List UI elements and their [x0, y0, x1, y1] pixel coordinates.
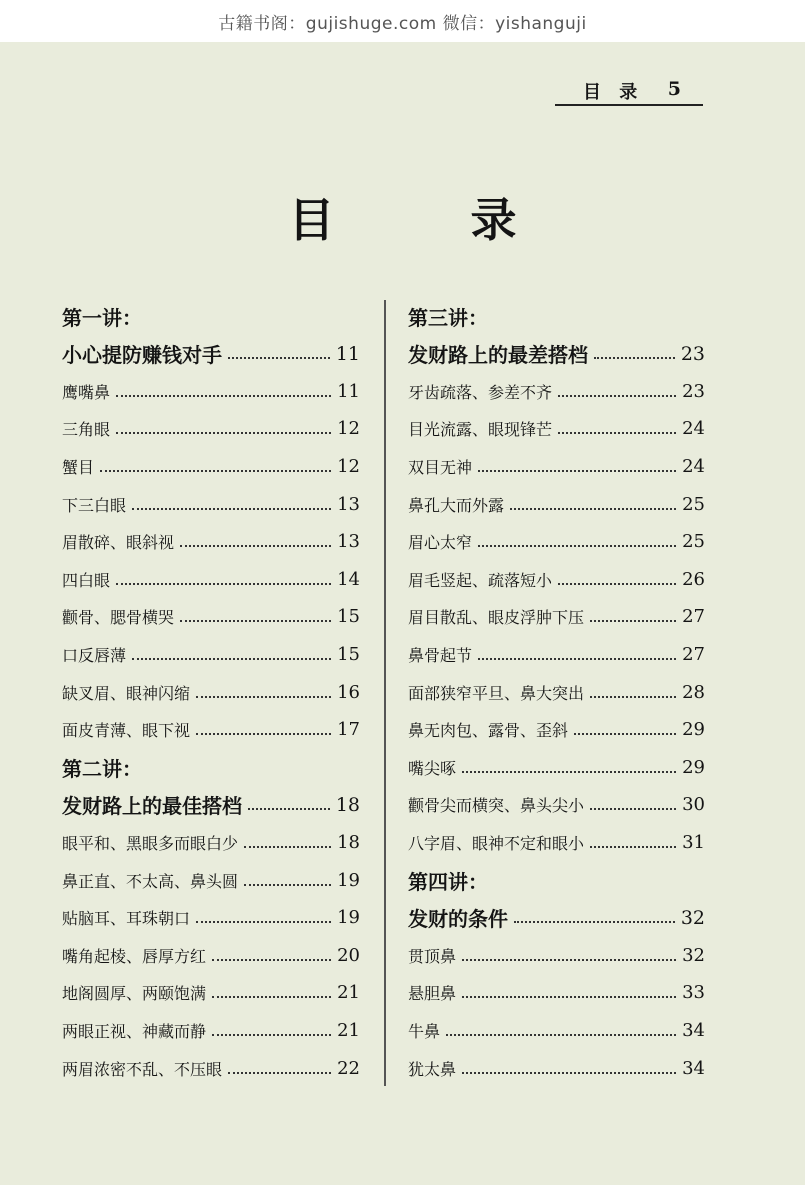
dot-leader — [212, 995, 331, 998]
toc-entry — [62, 939, 360, 971]
toc-lecture — [62, 300, 360, 332]
toc-entry-text: 四白眼 — [62, 570, 111, 590]
toc-page-number: 13 — [337, 531, 360, 553]
dot-leader — [478, 657, 676, 660]
toc-entry-text: 蟹目 — [62, 457, 95, 477]
running-head — [555, 78, 703, 106]
toc-entry — [408, 789, 705, 821]
toc-entry — [62, 488, 360, 520]
toc-page-number: 21 — [337, 982, 360, 1004]
toc-page-number: 32 — [682, 944, 705, 966]
dot-leader — [594, 356, 675, 359]
toc-page-number: 15 — [337, 606, 360, 628]
toc-section — [62, 789, 360, 821]
toc-entry — [62, 676, 360, 708]
toc-entry — [62, 1052, 360, 1084]
toc-entry-text: 犹太鼻 — [408, 1059, 457, 1079]
running-head-title: 目 录 — [583, 82, 644, 103]
toc-entry-text: 鼻孔大而外露 — [408, 495, 505, 515]
dot-leader — [212, 958, 331, 961]
toc-entry — [62, 902, 360, 934]
dot-leader — [212, 1033, 331, 1036]
dot-leader — [196, 695, 331, 698]
toc-entry — [62, 826, 360, 858]
running-head-page-number: 5 — [667, 78, 681, 100]
toc-page-number: 29 — [682, 756, 705, 778]
dot-leader — [132, 507, 331, 510]
toc-page-number: 25 — [682, 531, 705, 553]
dot-leader — [248, 807, 330, 810]
toc-page-number: 11 — [337, 380, 360, 402]
toc-entry-text: 嘴角起棱、唇厚方红 — [62, 946, 207, 966]
dot-leader — [116, 582, 331, 585]
toc-page-number: 19 — [337, 907, 360, 929]
page-title: 目 录 — [288, 193, 577, 247]
toc-page-number: 25 — [682, 493, 705, 515]
toc-entry — [408, 977, 705, 1009]
toc-entry-text: 贯顶鼻 — [408, 946, 457, 966]
toc-entry — [408, 751, 705, 783]
toc-entry — [62, 450, 360, 482]
toc-page-number: 34 — [682, 1019, 705, 1041]
toc-lecture-text: 第四讲： — [408, 869, 488, 894]
toc-entry-text: 眉散碎、眼斜视 — [62, 533, 175, 553]
dot-leader — [462, 1071, 676, 1074]
toc-entry — [62, 1014, 360, 1046]
toc-section-text: 发财路上的最佳搭档 — [62, 794, 242, 819]
toc-entry-text: 眉目散乱、眼皮浮肿下压 — [408, 608, 585, 628]
dot-leader — [100, 469, 331, 472]
toc-entry-text: 眼平和、黑眼多而眼白少 — [62, 833, 239, 853]
toc-entry-text: 悬胆鼻 — [408, 984, 457, 1004]
toc-entry — [408, 413, 705, 445]
toc-entry — [408, 601, 705, 633]
toc-entry-text: 颧骨尖而横突、鼻头尖小 — [408, 796, 585, 816]
toc-entry-text: 鹰嘴鼻 — [62, 382, 111, 402]
toc-entry — [408, 375, 705, 407]
toc-section-text: 发财的条件 — [408, 907, 508, 932]
watermark-text: 古籍书阁：gujishuge.com 微信：yishanguji — [218, 14, 587, 34]
toc-page-number: 32 — [680, 906, 705, 929]
toc-entry-text: 缺叉眉、眼神闪缩 — [62, 683, 191, 703]
dot-leader — [228, 356, 330, 359]
toc-entry-text: 目光流露、眼现锋芒 — [408, 420, 553, 440]
toc-page-number: 21 — [337, 1019, 360, 1041]
toc-lecture-text: 第二讲： — [62, 756, 142, 781]
toc-entry — [408, 676, 705, 708]
toc-page-number: 27 — [682, 606, 705, 628]
dot-leader — [510, 507, 676, 510]
toc-entry-text: 鼻骨起节 — [408, 645, 473, 665]
dot-leader — [574, 732, 676, 735]
dot-leader — [132, 657, 331, 660]
toc-section — [62, 338, 360, 370]
toc-entry-text: 口反唇薄 — [62, 645, 127, 665]
toc-entry — [408, 714, 705, 746]
toc-entry — [62, 864, 360, 896]
toc-page-number: 15 — [337, 643, 360, 665]
dot-leader — [462, 770, 676, 773]
toc-entry-text: 面皮青薄、眼下视 — [62, 721, 191, 741]
toc-page-number: 18 — [337, 831, 360, 853]
toc-page-number: 29 — [682, 719, 705, 741]
toc-page-number: 24 — [682, 418, 705, 440]
toc-entry — [408, 1052, 705, 1084]
toc-lecture — [62, 751, 360, 783]
toc-entry — [408, 826, 705, 858]
dot-leader — [196, 920, 331, 923]
toc-entry-text: 鼻正直、不太高、鼻头圆 — [62, 871, 239, 891]
dot-leader — [116, 394, 331, 397]
toc-page-number: 34 — [682, 1057, 705, 1079]
toc-page-number: 33 — [682, 982, 705, 1004]
dot-leader — [244, 845, 331, 848]
toc-page-number: 23 — [682, 380, 705, 402]
dot-leader — [196, 732, 331, 735]
toc-entry-text: 下三白眼 — [62, 495, 127, 515]
toc-page-number: 28 — [682, 681, 705, 703]
toc-page-number: 12 — [337, 455, 360, 477]
toc-page-number: 20 — [337, 944, 360, 966]
toc-entry-text: 眉毛竖起、疏落短小 — [408, 570, 553, 590]
toc-page-number: 23 — [680, 342, 705, 365]
dot-leader — [244, 883, 331, 886]
toc-entry — [408, 638, 705, 670]
toc-entry-text: 双目无神 — [408, 457, 473, 477]
dot-leader — [180, 544, 331, 547]
dot-leader — [180, 619, 331, 622]
toc-entry-text: 两眼正视、神藏而静 — [62, 1021, 207, 1041]
toc-entry — [62, 977, 360, 1009]
toc-entry — [62, 526, 360, 558]
toc-entry-text: 地阁圆厚、两颐饱满 — [62, 984, 207, 1004]
toc-page-number: 26 — [682, 568, 705, 590]
toc-entry-text: 鼻无肉包、露骨、歪斜 — [408, 721, 569, 741]
toc-entry-text: 八字眉、眼神不定和眼小 — [408, 833, 585, 853]
toc-entry — [62, 413, 360, 445]
toc-entry-text: 牛鼻 — [408, 1021, 441, 1041]
toc-section-text: 发财路上的最差搭档 — [408, 343, 588, 368]
toc-entry — [62, 714, 360, 746]
toc-entry — [62, 601, 360, 633]
toc-section — [408, 338, 705, 370]
toc-page-number: 16 — [337, 681, 360, 703]
watermark-bar — [0, 0, 805, 42]
toc-page-number: 19 — [337, 869, 360, 891]
toc-page-number: 13 — [337, 493, 360, 515]
dot-leader — [228, 1071, 331, 1074]
toc-entry-text: 面部狭窄平旦、鼻大突出 — [408, 683, 585, 703]
toc-entry-text: 眉心太窄 — [408, 533, 473, 553]
dot-leader — [558, 394, 676, 397]
dot-leader — [558, 582, 676, 585]
toc-entry — [408, 450, 705, 482]
toc-entry-text: 嘴尖啄 — [408, 758, 457, 778]
toc-lecture-text: 第三讲： — [408, 305, 488, 330]
toc-entry — [62, 563, 360, 595]
toc-page-number: 14 — [337, 568, 360, 590]
toc-entry — [408, 563, 705, 595]
toc-entry-text: 牙齿疏落、参差不齐 — [408, 382, 553, 402]
toc-page-number: 27 — [682, 643, 705, 665]
dot-leader — [590, 807, 676, 810]
dot-leader — [590, 695, 676, 698]
book-page — [0, 42, 805, 1185]
toc-page-number: 17 — [337, 719, 360, 741]
toc-section — [408, 902, 705, 934]
dot-leader — [446, 1033, 676, 1036]
toc-section-text: 小心提防赚钱对手 — [62, 343, 222, 368]
toc-page-number: 31 — [682, 831, 705, 853]
toc-page-number: 18 — [335, 793, 360, 816]
toc-entry — [408, 488, 705, 520]
dot-leader — [116, 431, 331, 434]
toc-lecture — [408, 300, 705, 332]
toc-entry — [62, 638, 360, 670]
toc-entry — [62, 375, 360, 407]
toc-entry-text: 三角眼 — [62, 420, 111, 440]
toc-entry — [408, 939, 705, 971]
column-divider — [384, 300, 386, 1086]
toc-page-number: 30 — [682, 794, 705, 816]
toc-lecture-text: 第一讲： — [62, 305, 142, 330]
toc-entry-text: 颧骨、腮骨横哭 — [62, 608, 175, 628]
dot-leader — [478, 469, 676, 472]
toc-page-number: 24 — [682, 455, 705, 477]
toc-entry-text: 贴脑耳、耳珠朝口 — [62, 909, 191, 929]
dot-leader — [558, 431, 676, 434]
toc-entry — [408, 1014, 705, 1046]
dot-leader — [478, 544, 676, 547]
dot-leader — [514, 920, 675, 923]
toc-page-number: 12 — [337, 418, 360, 440]
toc-page-number: 11 — [335, 342, 360, 365]
toc-entry-text: 两眉浓密不乱、不压眼 — [62, 1059, 223, 1079]
toc-page-number: 22 — [337, 1057, 360, 1079]
dot-leader — [462, 995, 676, 998]
toc-lecture — [408, 864, 705, 896]
dot-leader — [462, 958, 676, 961]
dot-leader — [590, 845, 676, 848]
toc-entry — [408, 526, 705, 558]
dot-leader — [590, 619, 676, 622]
